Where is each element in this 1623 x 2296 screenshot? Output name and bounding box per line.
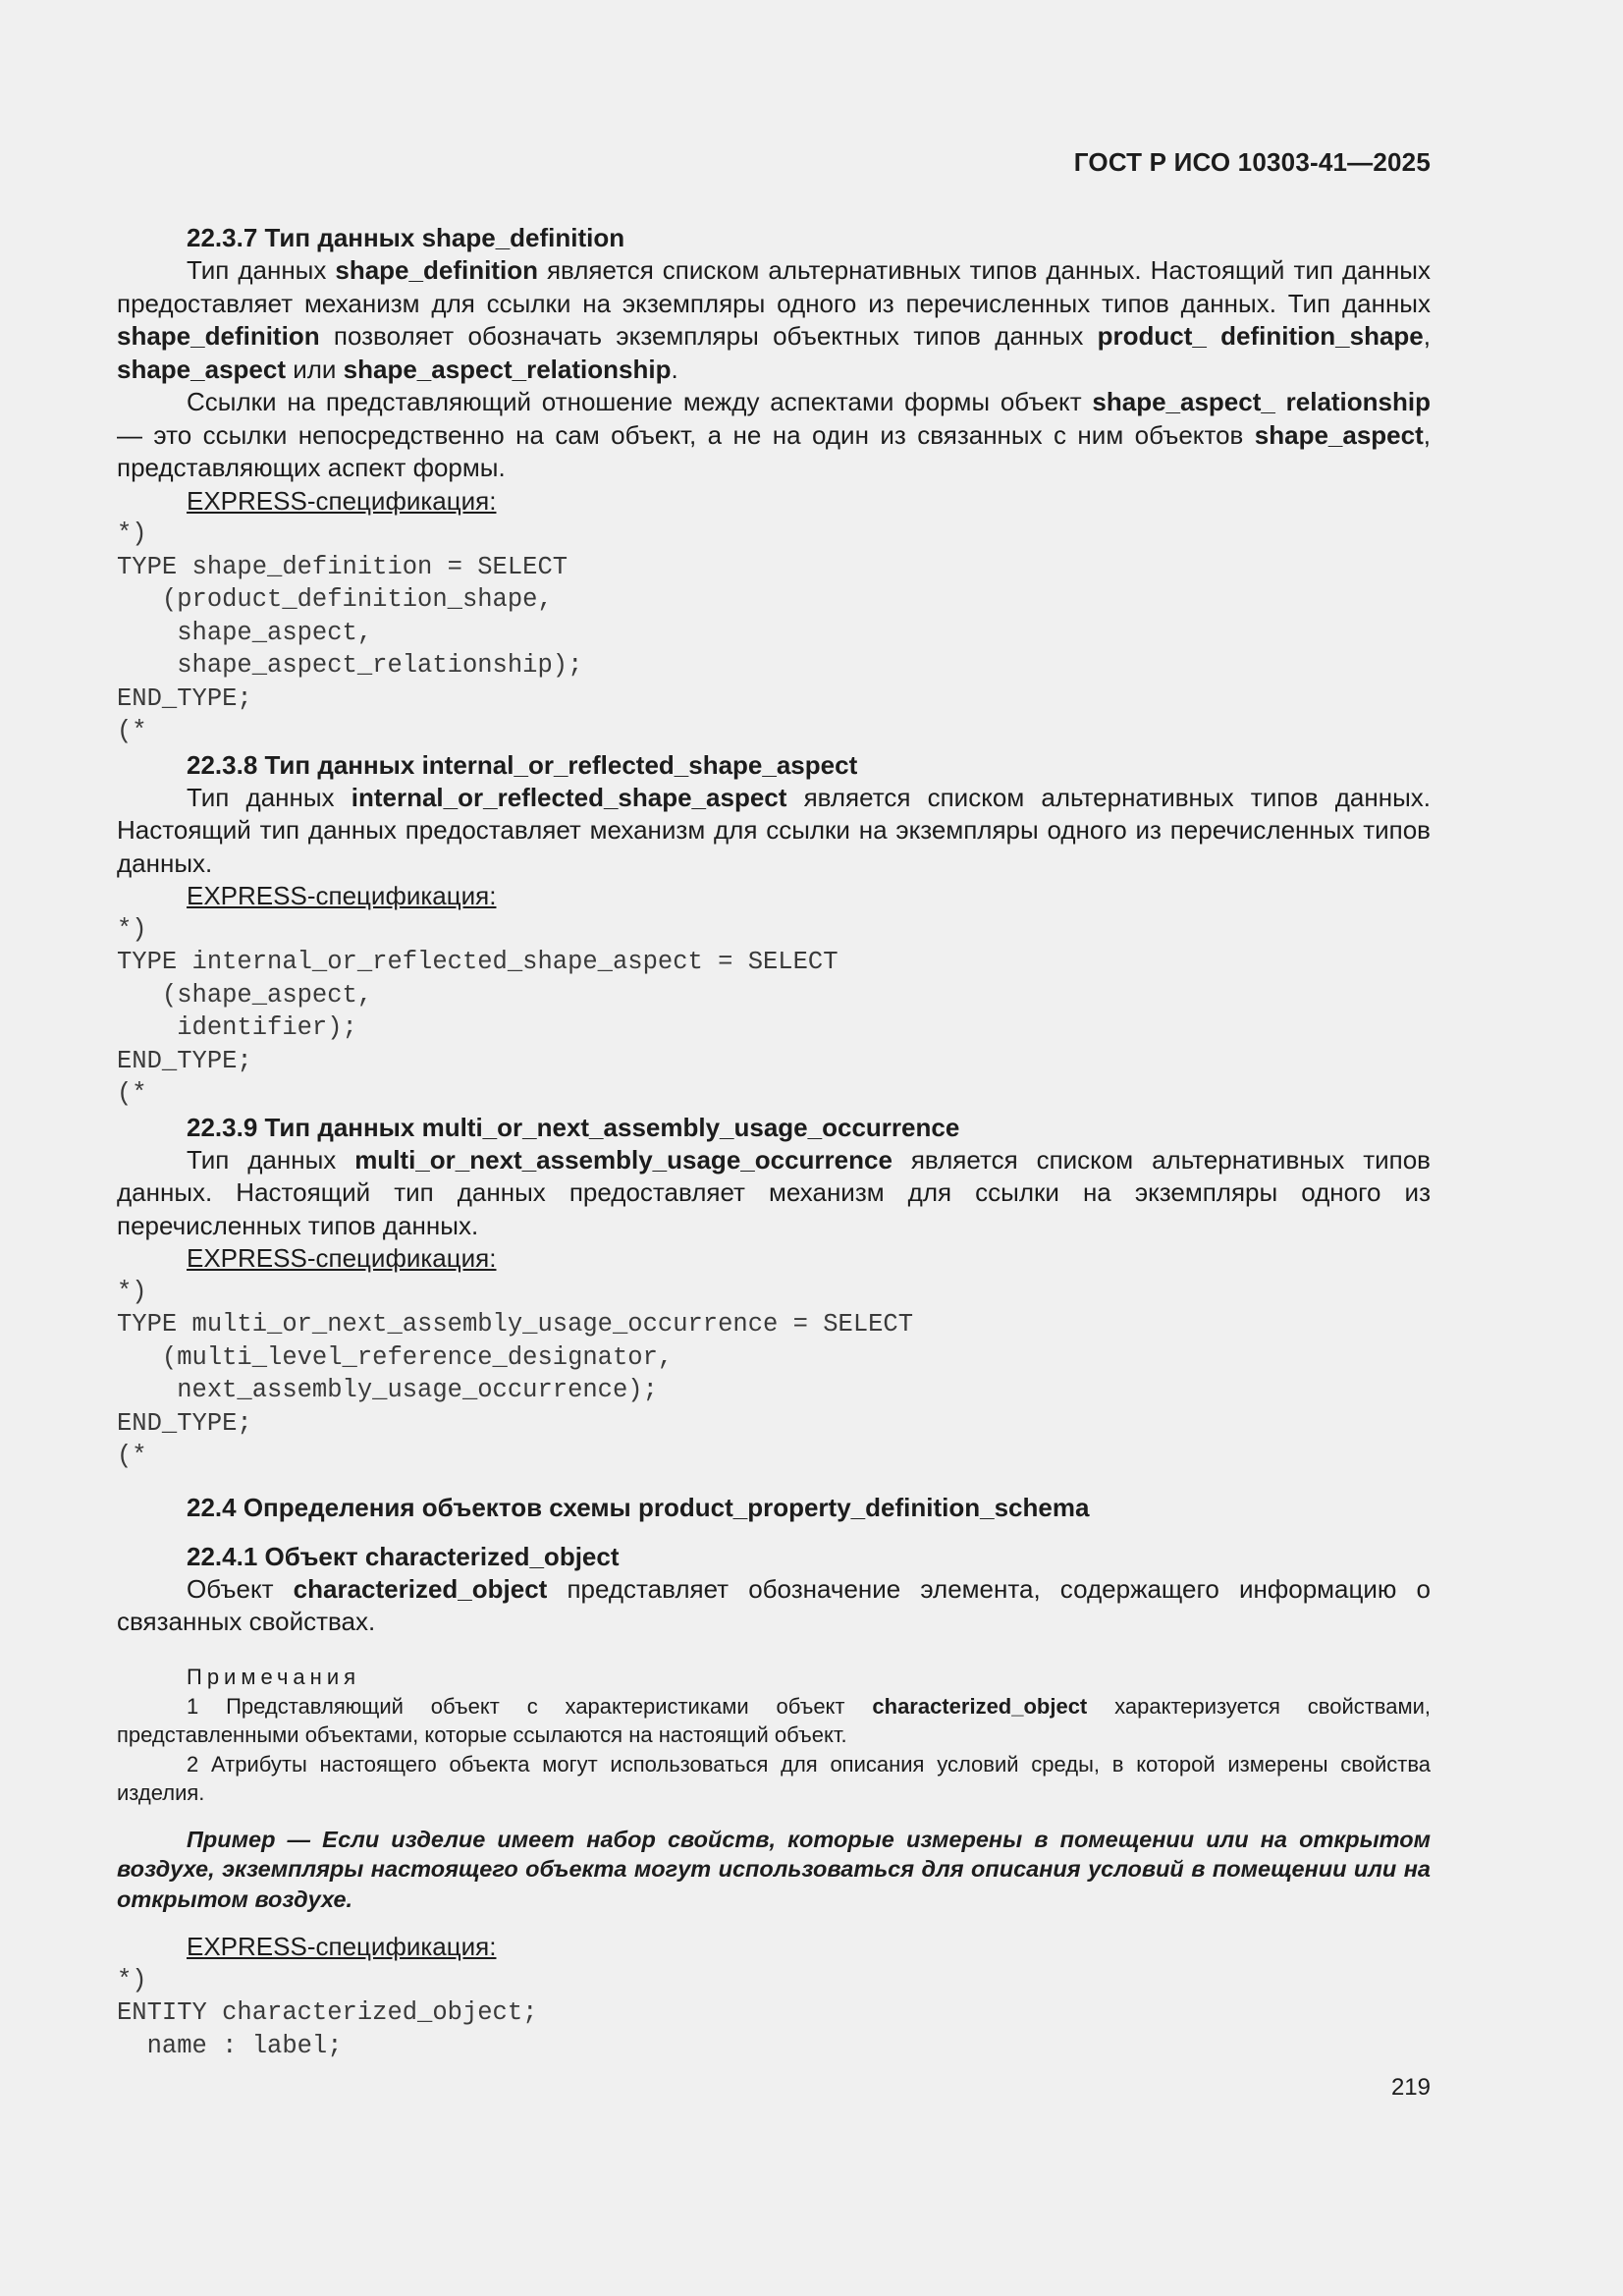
paragraph: Объект characterized_object представляет обозначение элемента, содержащего информацию о связанных свойствах. bbox=[117, 1573, 1431, 1636]
document-header: ГОСТ Р ИСО 10303-41—2025 bbox=[1073, 147, 1431, 177]
paragraph: Ссылки на представляющий отношение между аспектами формы объект shape_aspect_ relationship — это ссылки непосредственно на сам объект, а не на один из связанных с ним объектов shape_aspect, представляющих аспект формы. bbox=[117, 387, 1431, 482]
note: 1 Представляющий объект с характеристиками объект characterized_object характеризуется свойствами, представленными объектами, которые ссылаются на настоящий объект. bbox=[117, 1693, 1432, 1747]
express-code-block: *) TYPE multi_or_next_assembly_usage_occurrence = SELECT (multi_level_reference_designator, next_assembly_usage_occurrence); END_TYPE; (* bbox=[117, 1277, 914, 1470]
example-paragraph: Пример — Если изделие имеет набор свойств, которые измерены в помещении или на открытом воздухе, экземпляры настоящего объекта могут использоваться для описания условий в помещении или на открытом воздухе. bbox=[117, 1826, 1431, 1912]
paragraph: Тип данных multi_or_next_assembly_usage_occurrence является списком альтернативных типов данных. Настоящий тип данных предоставляет механизм для ссылки на экземпляры одного из перечисленных типов данных. bbox=[117, 1144, 1431, 1240]
notes-title: Примечания bbox=[187, 1664, 361, 1689]
paragraph: Тип данных internal_or_reflected_shape_aspect является списком альтернативных типов данных. Настоящий тип данных предоставляет механизм для ссылки на экземпляры одного из перечисленных типов данных. bbox=[117, 782, 1432, 878]
section-heading-22-4: 22.4 Определения объектов схемы product_property_definition_schema bbox=[187, 1492, 1090, 1522]
document-page bbox=[117, 0, 1431, 2296]
express-code-block: *) ENTITY characterized_object; name : label; bbox=[117, 1965, 538, 2060]
page-number: 219 bbox=[1390, 2074, 1431, 2101]
note: 2 Атрибуты настоящего объекта могут использоваться для описания условий среды, в которой измерены свойства изделия. bbox=[117, 1751, 1431, 1805]
express-label: EXPRESS-спецификация: bbox=[187, 1243, 497, 1273]
page-content bbox=[117, 221, 1431, 2062]
express-label: EXPRESS-спецификация: bbox=[187, 485, 497, 516]
section-heading-22-4-1: 22.4.1 Объект characterized_object bbox=[187, 1541, 620, 1571]
express-label: EXPRESS-спецификация: bbox=[187, 881, 497, 910]
paragraph: Тип данных shape_definition является списком альтернативных типов данных. Настоящий тип данных предоставляет механизм для ссылки на экземпляры одного из перечисленных типов данных. Тип данных shape_definition позволяет обозначать экземпляры объектных типов данных product_ definition_shape, shape_aspect или shape_aspect_relationship. bbox=[117, 255, 1431, 384]
express-label: EXPRESS-спецификация: bbox=[187, 1932, 497, 1961]
section-heading-22-3-7: 22.3.7 Тип данных shape_definition bbox=[187, 223, 625, 252]
section-heading-22-3-9: 22.3.9 Тип данных multi_or_next_assembly_usage_occurrence bbox=[187, 1112, 960, 1142]
express-code-block: *) TYPE internal_or_reflected_shape_aspect = SELECT (shape_aspect, identifier); END_TYPE; (* bbox=[117, 914, 839, 1108]
section-heading-22-3-8: 22.3.8 Тип данных internal_or_reflected_shape_aspect bbox=[187, 749, 858, 780]
express-code-block: *) TYPE shape_definition = SELECT (product_definition_shape, shape_aspect, shape_aspect_relationship); END_TYPE; (* bbox=[117, 519, 583, 745]
